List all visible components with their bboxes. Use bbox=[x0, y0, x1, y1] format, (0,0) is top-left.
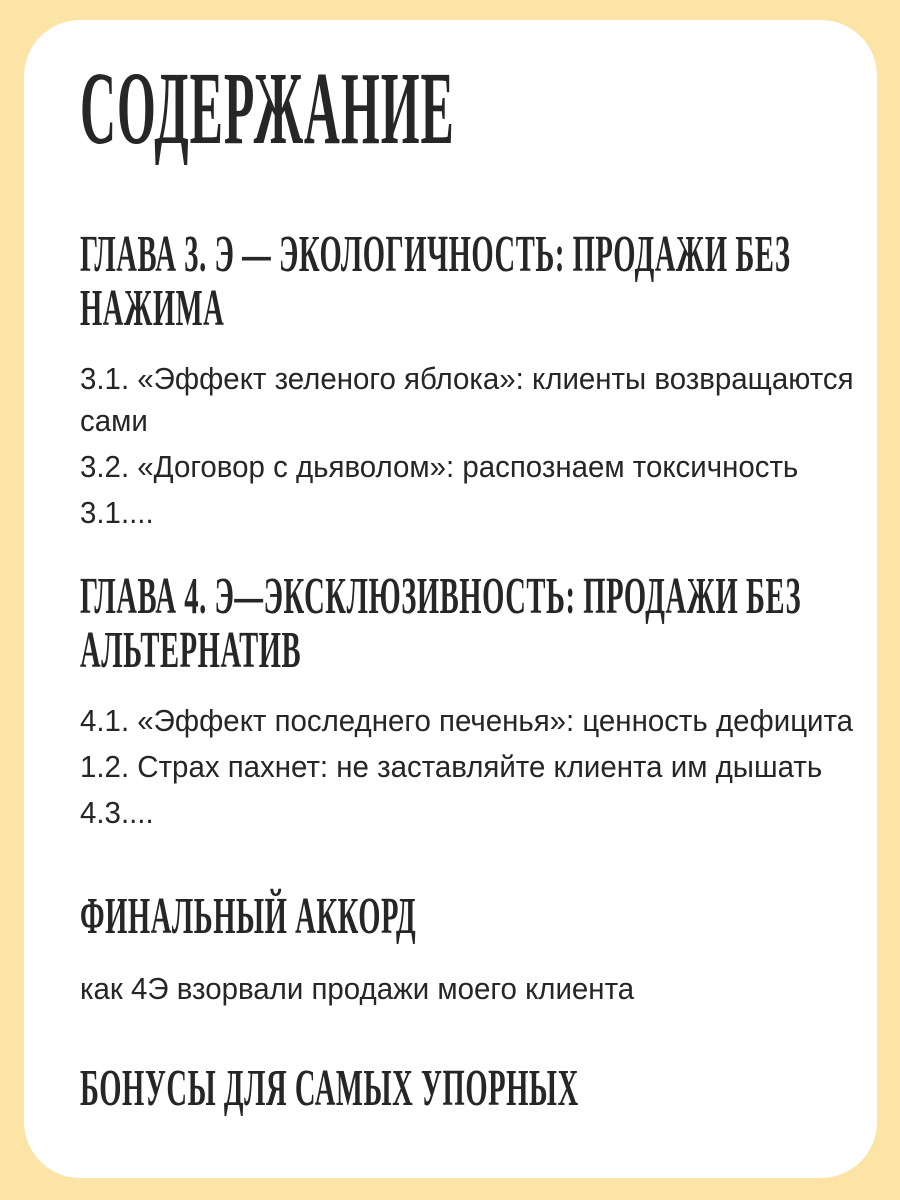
contents-card bbox=[24, 20, 877, 1178]
chapter-3-heading bbox=[80, 228, 821, 336]
toc-item-4-3-etc bbox=[80, 792, 821, 834]
section-final-chord bbox=[80, 890, 821, 1010]
heading-line: ГЛАВА 4. Э—ЭКСКЛЮЗИВНОСТЬ: ПРОДАЖИ БЕЗ bbox=[80, 568, 802, 625]
item-line: 3.1. «Эффект зеленого яблока»: клиенты возвращаются bbox=[80, 361, 854, 396]
heading-line: АЛЬТЕРНАТИВ bbox=[80, 622, 302, 679]
toc-item-3-1-etc bbox=[80, 492, 821, 534]
item-line: 3.1.... bbox=[80, 495, 154, 530]
heading-line: ГЛАВА 3. Э — ЭКОЛОГИЧНОСТЬ: ПРОДАЖИ БЕЗ bbox=[80, 226, 791, 283]
heading-line: НАЖИМА bbox=[80, 280, 225, 337]
section-bonuses bbox=[80, 1062, 821, 1116]
item-line: 4.1. «Эффект последнего печенья»: ценность дефицита bbox=[80, 703, 854, 738]
heading-line: ФИНАЛЬНЫЙ АККОРД bbox=[80, 888, 417, 945]
page-title: СОДЕРЖАНИЕ bbox=[80, 51, 455, 166]
item-line: сами bbox=[80, 403, 148, 438]
chapter-4-heading bbox=[80, 570, 821, 678]
toc-item-final bbox=[80, 968, 821, 1010]
toc-item-3-1 bbox=[80, 358, 854, 442]
item-line: как 4Э взорвали продажи моего клиента bbox=[80, 971, 635, 1006]
toc-item-1-2 bbox=[80, 746, 821, 788]
section-chapter-4 bbox=[80, 568, 854, 834]
toc-item-4-1 bbox=[80, 700, 854, 742]
heading-line: БОНУСЫ ДЛЯ САМЫХ УПОРНЫХ bbox=[80, 1060, 579, 1117]
item-line: 3.2. «Договор с дьяволом»: распознаем токсичность bbox=[80, 449, 799, 484]
item-line: 1.2. Страх пахнет: не заставляйте клиента им дышать bbox=[80, 749, 823, 784]
item-line: 4.3.... bbox=[80, 795, 154, 830]
toc-item-3-2 bbox=[80, 446, 821, 488]
final-chord-heading bbox=[80, 890, 821, 944]
bonuses-heading bbox=[80, 1062, 821, 1116]
section-chapter-3 bbox=[80, 226, 854, 534]
